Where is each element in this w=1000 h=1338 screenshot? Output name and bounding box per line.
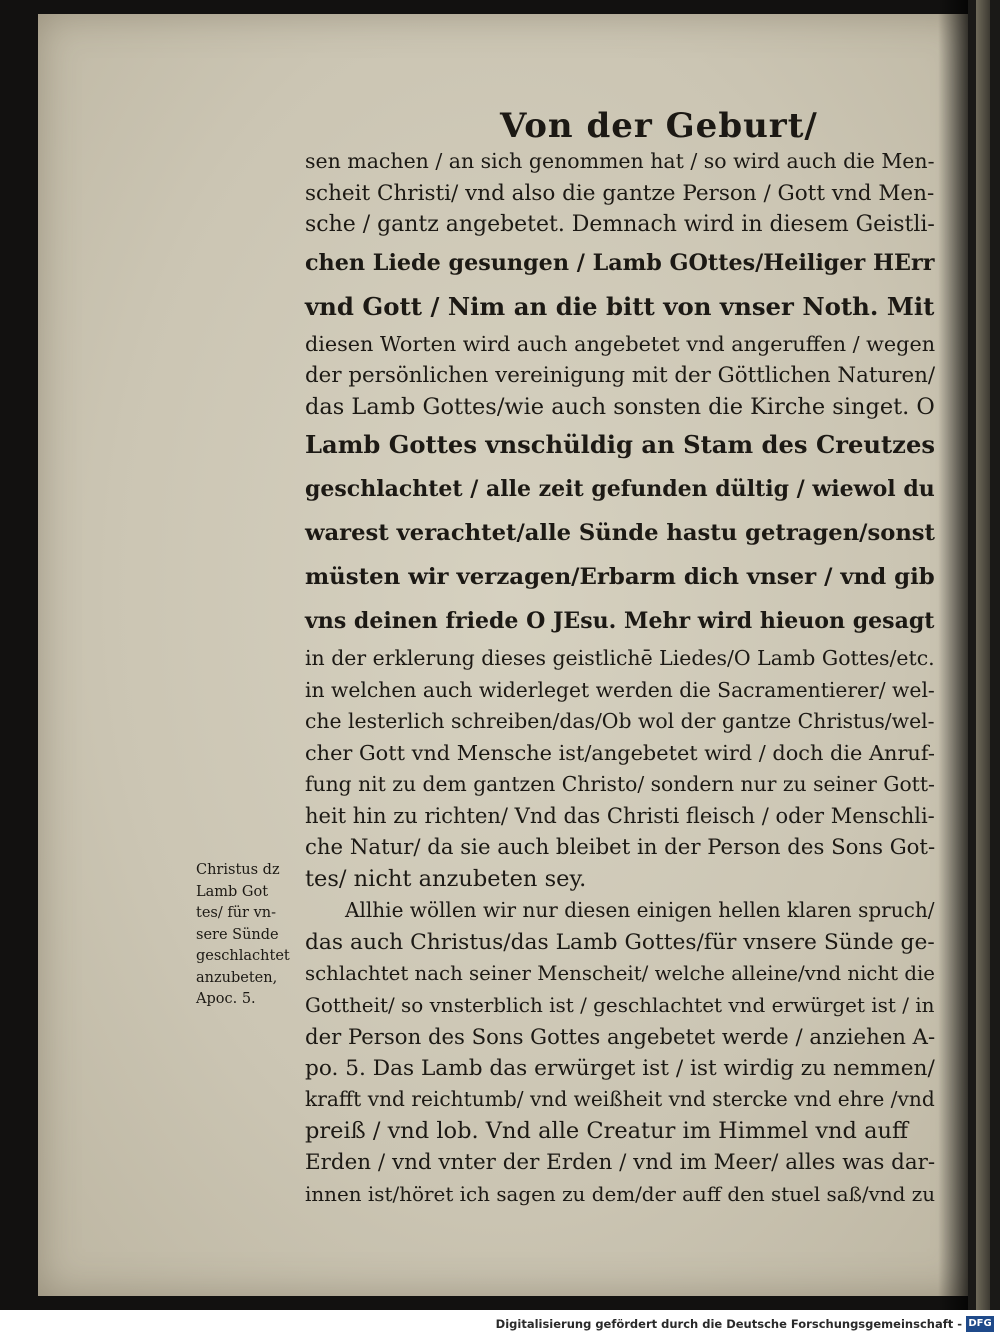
marginal-note-line: Apoc. 5. [196,991,256,1007]
main-text-block [305,146,935,1210]
text-line: Erden / vnd vnter der Erden / vnd im Meer/ alles was dar- [305,1150,936,1175]
text-line: innen ist/höret ich sagen zu dem/der auff den stuel saß/vnd zu [305,1182,936,1206]
text-line: warest verachtet/alle Sünde hastu getragen/sonst [305,520,936,546]
text-line: po. 5. Das Lamb das erwürget ist / ist wirdig zu nemmen/ [305,1055,935,1081]
marginal-note-line: Christus dz [196,862,280,878]
text-line: heit hin zu richten/ Vnd das Christi fleisch / oder Menschli- [305,803,935,828]
footer-bar [0,1310,1000,1338]
text-line: vnd Gott / Nim an die bitt von vnser Noth. Mit [305,291,935,321]
text-line: fung nit zu dem gantzen Christo/ sondern nur zu seiner Gott- [305,772,935,796]
gutter-shadow [938,0,968,1310]
text-line: das auch Christus/das Lamb Gottes/für vnsere Sünde ge- [305,929,935,955]
text-line: in der erklerung dieses geistlichē Liedes/O Lamb Gottes/etc. [305,646,935,670]
text-line: che lesterlich schreiben/das/Ob wol der gantze Christus/wel- [305,709,935,733]
marginal-note [196,860,296,1011]
text-line: chen Liede gesungen / Lamb GOttes/Heiliger HErr [305,249,935,276]
footer-credit: Digitalisierung gefördert durch die Deutsche Forschungsgemeinschaft - [495,1317,962,1331]
text-line: krafft vnd reichtumb/ vnd weißheit vnd stercke vnd ehre /vnd [305,1087,935,1111]
marginal-note-line: sere Sünde [196,926,279,943]
marginal-note-line: geschlachtet [196,948,290,964]
running-head: Von der Geburt/ [500,106,818,146]
text-line: che Natur/ da sie auch bleibet in der Person des Sons Got- [305,835,936,860]
text-line: das Lamb Gottes/wie auch sonsten die Kirche singet. O [305,393,935,420]
text-line: schlachtet nach seiner Menscheit/ welche alleine/vnd nicht die [305,962,935,985]
facing-page-edge [968,0,1000,1310]
text-line: müsten wir verzagen/Erbarm dich vnser / vnd gib [305,564,935,590]
text-line: sen machen / an sich genommen hat / so wird auch die Men- [305,149,935,173]
dfg-logo: DFG [966,1316,994,1332]
marginal-note-line: tes/ für vn- [196,905,277,921]
text-line: sche / gantz angebetet. Demnach wird in diesem Geistli- [305,212,935,237]
text-line: cher Gott vnd Mensche ist/angebetet wird / doch die Anruf- [305,740,935,765]
text-line: vns deinen friede O JEsu. Mehr wird hieuon gesagt [305,608,935,634]
text-line: der persönlichen vereinigung mit der Göttlichen Naturen/ [305,363,936,388]
text-line: geschlachtet / alle zeit gefunden dültig / wiewol du [305,476,935,502]
text-line: Gottheit/ so vnsterblich ist / geschlachtet vnd erwürget ist / in [305,992,935,1017]
text-line: tes/ nicht anzubeten sey. [305,865,587,892]
marginal-note-line: anzubeten, [196,969,278,986]
text-line: preiß / vnd lob. Vnd alle Creatur im Himmel vnd auff [305,1117,908,1144]
text-line: in welchen auch widerleget werden die Sacramentierer/ wel- [305,677,935,702]
text-line: diesen Worten wird auch angebetet vnd angeruffen / wegen [305,331,936,356]
marginal-note-line: Lamb Got [196,883,269,900]
text-line: der Person des Sons Gottes angebetet werde / anziehen A- [305,1024,936,1049]
text-line: Allhie wöllen wir nur diesen einigen hellen klaren spruch/ [345,898,935,922]
text-line: Lamb Gottes vnschüldig an Stam des Creutzes [305,430,935,459]
text-line: scheit Christi/ vnd also die gantze Person / Gott vnd Men- [305,180,935,206]
